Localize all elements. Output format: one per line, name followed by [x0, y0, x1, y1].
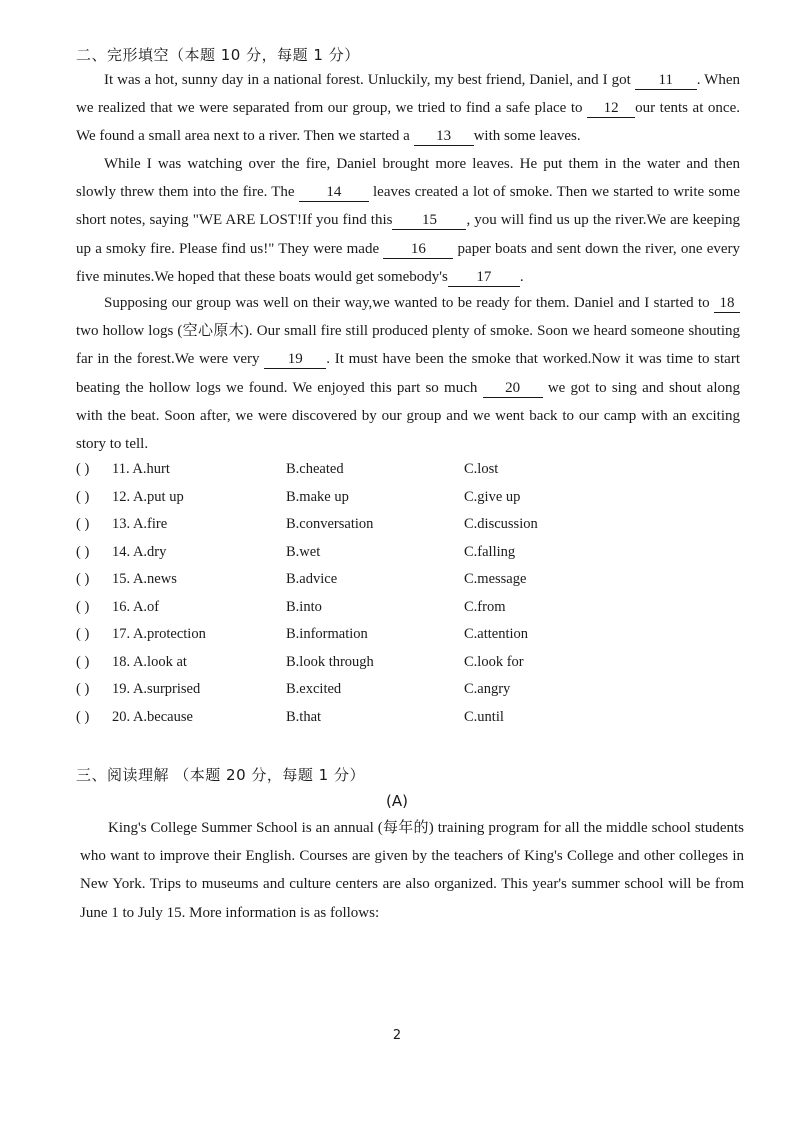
blank-16: 16: [383, 241, 453, 259]
blank-12: 12: [587, 100, 635, 118]
option-b: B.advice: [286, 571, 338, 587]
cloze-paragraph-3: Supposing our group was well on their way,we wanted to be ready for them. Daniel and I started to 18two hollow logs (空心原木). Our small fire still produced plenty of smoke. Soon we heard someone shouting far in the forest.We were very 19 . It must have been the smoke that worked.Now it was time to start beating the hollow logs we found. We enjoyed this part so much 20 we got to sing and shout along with the beat. Soon after, we were discovered by our group and we went back to our camp with an exciting story to tell.: [76, 295, 741, 453]
answer-paren[interactable]: ( ): [76, 461, 90, 477]
blank-17: 17: [448, 269, 520, 287]
blank-13: 13: [414, 128, 474, 146]
cloze-paragraph-2: While I was watching over the fire, Daniel brought more leaves. He put them in the water and then slowly threw them into the fire. The 14 leaves created a lot of smoke. Then we started to write some short notes, saying "WE ARE LOST!If you find this 15 , you will find us up the river.We are keeping up a smoky fire. Please find us!" They were made 16 paper boats and sent down the river, one every five minutes.We hoped that these boats would get somebody's 17 .: [76, 156, 741, 285]
blank-19: 19: [264, 351, 326, 369]
option-b: B.excited: [286, 681, 342, 697]
question-row: [76, 541, 676, 569]
option-c: C.discussion: [464, 516, 538, 532]
option-a: 14. A.dry: [112, 543, 167, 560]
option-c: C.attention: [464, 626, 529, 642]
option-c: C.falling: [464, 543, 516, 560]
blank-20: 20: [483, 380, 543, 398]
option-c: C.from: [464, 598, 506, 615]
option-b: B.look through: [286, 653, 374, 670]
option-b: B.wet: [286, 543, 321, 560]
question-row: [76, 651, 676, 679]
option-b: B.information: [286, 626, 368, 642]
option-a: 12. A.put up: [112, 488, 184, 505]
question-row: [76, 706, 676, 734]
option-c: C.until: [464, 708, 504, 725]
option-c: C.give up: [464, 488, 521, 505]
answer-paren[interactable]: ( ): [76, 653, 90, 670]
question-row: [76, 678, 676, 706]
option-c: C.message: [464, 571, 527, 587]
blank-15: 15: [392, 212, 466, 230]
answer-paren[interactable]: ( ): [76, 516, 90, 532]
answer-paren[interactable]: ( ): [76, 708, 90, 725]
answer-paren[interactable]: ( ): [76, 681, 90, 697]
section-cloze-title: 二、完形填空（本题 10 分，每题 1 分）: [76, 46, 360, 64]
option-a: 16. A.of: [112, 598, 160, 615]
option-a: 18. A.look at: [112, 653, 187, 670]
option-c: C.look for: [464, 653, 524, 670]
cloze-options-list: [76, 458, 676, 733]
answer-paren[interactable]: ( ): [76, 626, 90, 642]
section-reading-title: 三、阅读理解 （本题 20 分，每题 1 分）: [76, 766, 365, 784]
option-c: C.angry: [464, 681, 511, 697]
option-b: B.conversation: [286, 516, 374, 532]
cloze-paragraph-1: It was a hot, sunny day in a national forest. Unluckily, my best friend, Daniel, and I got 11 . When we realized that we were separated from our group, we tried to find a safe place to 12 our tents at once. We found a small area next to a river. Then we started a 13 with some leaves.: [76, 72, 740, 145]
option-c: C.lost: [464, 461, 499, 477]
question-row: [76, 486, 676, 514]
option-b: B.into: [286, 598, 322, 615]
answer-paren[interactable]: ( ): [76, 571, 90, 587]
answer-paren[interactable]: ( ): [76, 598, 90, 615]
option-a: 19. A.surprised: [112, 681, 201, 697]
passage-a-label: (A): [386, 792, 408, 810]
option-a: 15. A.news: [112, 571, 177, 587]
question-row: [76, 458, 676, 486]
blank-18: 18: [714, 295, 740, 313]
page-number: 2: [392, 1028, 402, 1043]
option-a: 17. A.protection: [112, 626, 206, 642]
question-row: [76, 623, 676, 651]
option-b: B.that: [286, 708, 322, 725]
option-a: 13. A.fire: [112, 516, 168, 532]
option-b: B.make up: [286, 488, 349, 505]
question-row: [76, 596, 676, 624]
option-a: 20. A.because: [112, 708, 193, 725]
blank-14: 14: [299, 184, 369, 202]
question-row: [76, 513, 676, 541]
answer-paren[interactable]: ( ): [76, 543, 90, 560]
option-b: B.cheated: [286, 461, 344, 477]
reading-passage-intro: King's College Summer School is an annual (每年的) training program for all the middle school students who want to improve their English. Courses are given by the teachers of King's College and other colleges in New York. Trips to museums and culture centers are also organized. This year's summer school will be from June 1 to July 15. More information is as follows:: [80, 820, 744, 921]
question-row: [76, 568, 676, 596]
option-a: 11. A.hurt: [112, 461, 170, 477]
blank-11: 11: [635, 72, 697, 90]
answer-paren[interactable]: ( ): [76, 488, 90, 505]
